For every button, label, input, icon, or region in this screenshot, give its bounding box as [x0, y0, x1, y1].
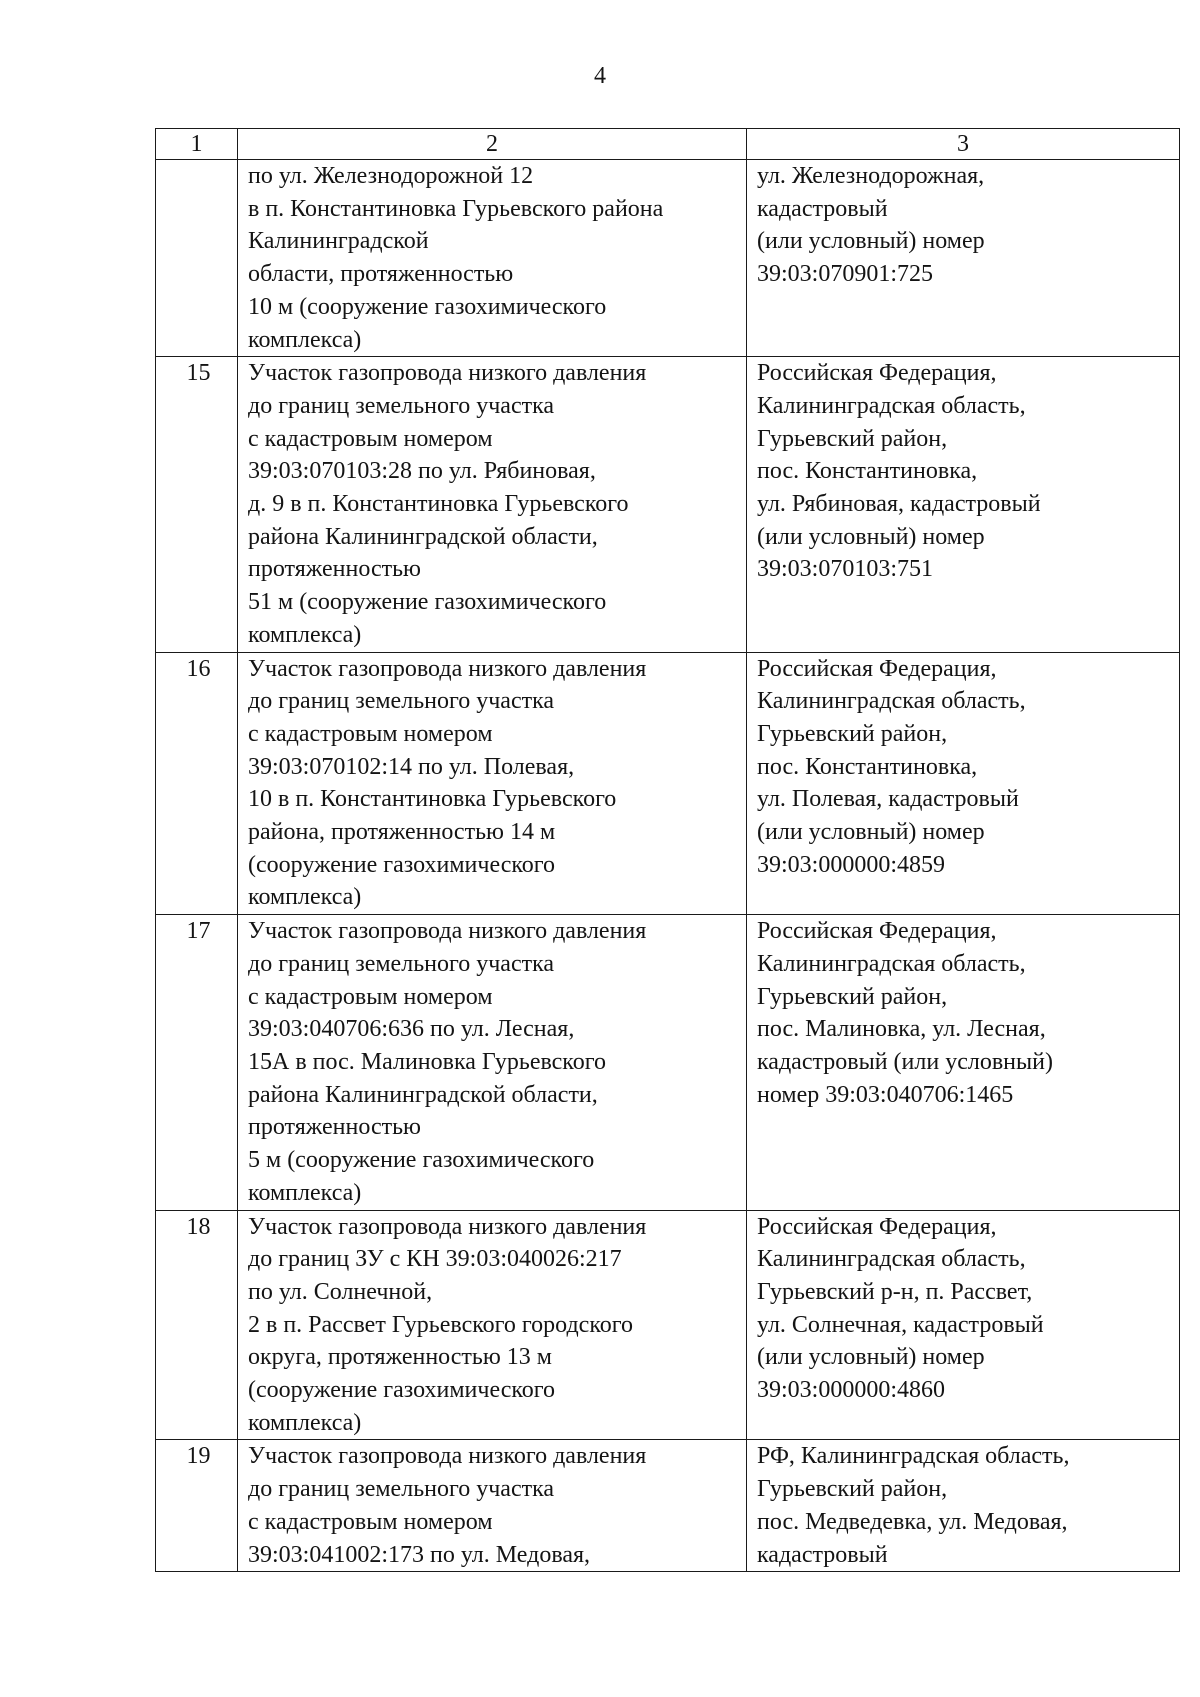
table-header-row [156, 129, 1180, 160]
cell-text-line: Гурьевский район, [757, 720, 948, 747]
cell-text-line: (или условный) номер [757, 1344, 985, 1371]
row-number-cell [156, 160, 238, 357]
cell-text-line: 5 м (сооружение газохимического [248, 1147, 595, 1174]
cell-text-line: Калининградской [248, 228, 429, 255]
cell-text-line: по ул. Железнодорожной 12 [248, 163, 534, 189]
cell-text-line: Калининградская область, [757, 392, 1026, 419]
cell-text-line: 39:03:070901:725 [757, 261, 934, 288]
table-row [156, 160, 1180, 357]
cell-text-line: Участок газопровода низкого давления [248, 918, 647, 945]
cell-text-line: кадастровый [757, 195, 888, 222]
cell-text-line: (или условный) номер [757, 523, 985, 550]
cell-text-line: Гурьевский район, [757, 1476, 948, 1503]
column-header-number: 1 [156, 129, 238, 160]
cell-text-line: 39:03:070102:14 по ул. Полевая, [248, 753, 575, 780]
cell-text-line: 39:03:040706:636 по ул. Лесная, [248, 1016, 575, 1043]
cell-text-line: до границ земельного участка [248, 950, 555, 977]
cell-text-line: протяженностью [248, 556, 421, 583]
cell-text-line: 39:03:000000:4859 [757, 851, 946, 878]
address-cell [747, 652, 1180, 915]
cell-text-line: 39:03:000000:4860 [757, 1377, 946, 1404]
row-number-cell: 19 [156, 1440, 238, 1572]
cell-text-line: с кадастровым номером [248, 720, 493, 747]
cell-text-line: области, протяженностью [248, 261, 514, 288]
row-number-cell: 17 [156, 915, 238, 1210]
cell-text-line: до границ ЗУ с КН 39:03:040026:217 [248, 1246, 622, 1273]
cell-text-line: ул. Железнодорожная, [757, 163, 985, 189]
cell-text-line: района Калининградской области, [248, 523, 598, 550]
address-cell [747, 915, 1180, 1210]
cell-text-line: комплекса) [248, 326, 362, 353]
cell-text-line: 39:03:041002:173 по ул. Медовая, [248, 1541, 591, 1568]
cell-text-line: 15А в пос. Малиновка Гурьевского [248, 1048, 606, 1075]
cell-text-line: протяженностью [248, 1114, 421, 1141]
object-description-cell [238, 1440, 747, 1572]
cell-text-line: комплекса) [248, 1409, 362, 1436]
cell-text-line: ул. Рябиновая, кадастровый [757, 491, 1041, 518]
table-body [156, 160, 1180, 1572]
cell-text-line: Российская Федерация, [757, 655, 997, 682]
table-row [156, 1210, 1180, 1440]
cell-text-line: Калининградская область, [757, 1246, 1026, 1273]
column-header-address: 3 [747, 129, 1180, 160]
object-description-cell [238, 357, 747, 652]
cell-text-line: 51 м (сооружение газохимического [248, 589, 607, 616]
cell-text-line: ул. Солнечная, кадастровый [757, 1311, 1044, 1338]
cell-text-line: комплекса) [248, 1179, 362, 1206]
cell-text-line: РФ, Калининградская область, [757, 1443, 1070, 1470]
cell-text-line: Российская Федерация, [757, 360, 997, 387]
cell-text-line: 39:03:070103:751 [757, 556, 934, 583]
cell-text-line: Российская Федерация, [757, 1213, 997, 1240]
column-header-object: 2 [238, 129, 747, 160]
table-row [156, 652, 1180, 915]
cell-text-line: пос. Малиновка, ул. Лесная, [757, 1016, 1046, 1043]
address-cell [747, 1440, 1180, 1572]
cell-text-line: Калининградская область, [757, 688, 1026, 715]
table-row [156, 357, 1180, 652]
cell-text-line: д. 9 в п. Константиновка Гурьевского [248, 491, 629, 518]
document-table [155, 128, 1180, 1572]
cell-text-line: ул. Полевая, кадастровый [757, 786, 1019, 813]
cell-text-line: по ул. Солнечной, [248, 1278, 433, 1305]
cell-text-line: кадастровый (или условный) [757, 1048, 1053, 1075]
object-description-cell [238, 1210, 747, 1440]
cell-text-line: номер 39:03:040706:1465 [757, 1081, 1014, 1108]
cell-text-line: с кадастровым номером [248, 983, 493, 1010]
cell-text-line: с кадастровым номером [248, 1508, 493, 1535]
cell-text-line: 10 м (сооружение газохимического [248, 293, 607, 320]
cell-text-line: (или условный) номер [757, 228, 985, 255]
cell-text-line: до границ земельного участка [248, 688, 555, 715]
cell-text-line: пос. Константиновка, [757, 753, 978, 780]
cell-text-line: Гурьевский р-н, п. Рассвет, [757, 1278, 1033, 1305]
cell-text-line: (или условный) номер [757, 819, 985, 846]
cell-text-line: Участок газопровода низкого давления [248, 360, 647, 387]
cell-text-line: Участок газопровода низкого давления [248, 1443, 647, 1470]
cell-text-line: (сооружение газохимического [248, 851, 556, 878]
address-cell [747, 160, 1180, 357]
cell-text-line: 39:03:070103:28 по ул. Рябиновая, [248, 458, 596, 485]
cell-text-line: комплекса) [248, 621, 362, 648]
row-number-cell: 18 [156, 1210, 238, 1440]
cell-text-line: с кадастровым номером [248, 425, 493, 452]
cell-text-line: кадастровый [757, 1541, 888, 1568]
object-description-cell [238, 160, 747, 357]
object-description-cell [238, 652, 747, 915]
cell-text-line: пос. Константиновка, [757, 458, 978, 485]
cell-text-line: 10 в п. Константиновка Гурьевского [248, 786, 617, 813]
cell-text-line: (сооружение газохимического [248, 1377, 556, 1404]
cell-text-line: Российская Федерация, [757, 918, 997, 945]
cell-text-line: Участок газопровода низкого давления [248, 1213, 647, 1240]
cell-text-line: Участок газопровода низкого давления [248, 655, 647, 682]
cell-text-line: пос. Медведевка, ул. Медовая, [757, 1508, 1068, 1535]
table-row [156, 915, 1180, 1210]
address-cell [747, 357, 1180, 652]
row-number-cell: 15 [156, 357, 238, 652]
cell-text-line: района Калининградской области, [248, 1081, 598, 1108]
cell-text-line: Гурьевский район, [757, 425, 948, 452]
cell-text-line: района, протяженностью 14 м [248, 819, 556, 846]
cell-text-line: Калининградская область, [757, 950, 1026, 977]
table-row [156, 1440, 1180, 1572]
cell-text-line: в п. Константиновка Гурьевского района [248, 195, 664, 222]
page-number: 4 [594, 63, 606, 89]
object-description-cell [238, 915, 747, 1210]
cell-text-line: комплекса) [248, 884, 362, 911]
cell-text-line: до границ земельного участка [248, 1476, 555, 1503]
cell-text-line: 2 в п. Рассвет Гурьевского городского [248, 1311, 634, 1338]
cell-text-line: Гурьевский район, [757, 983, 948, 1010]
cell-text-line: до границ земельного участка [248, 392, 555, 419]
row-number-cell: 16 [156, 652, 238, 915]
address-cell [747, 1210, 1180, 1440]
cell-text-line: округа, протяженностью 13 м [248, 1344, 552, 1371]
